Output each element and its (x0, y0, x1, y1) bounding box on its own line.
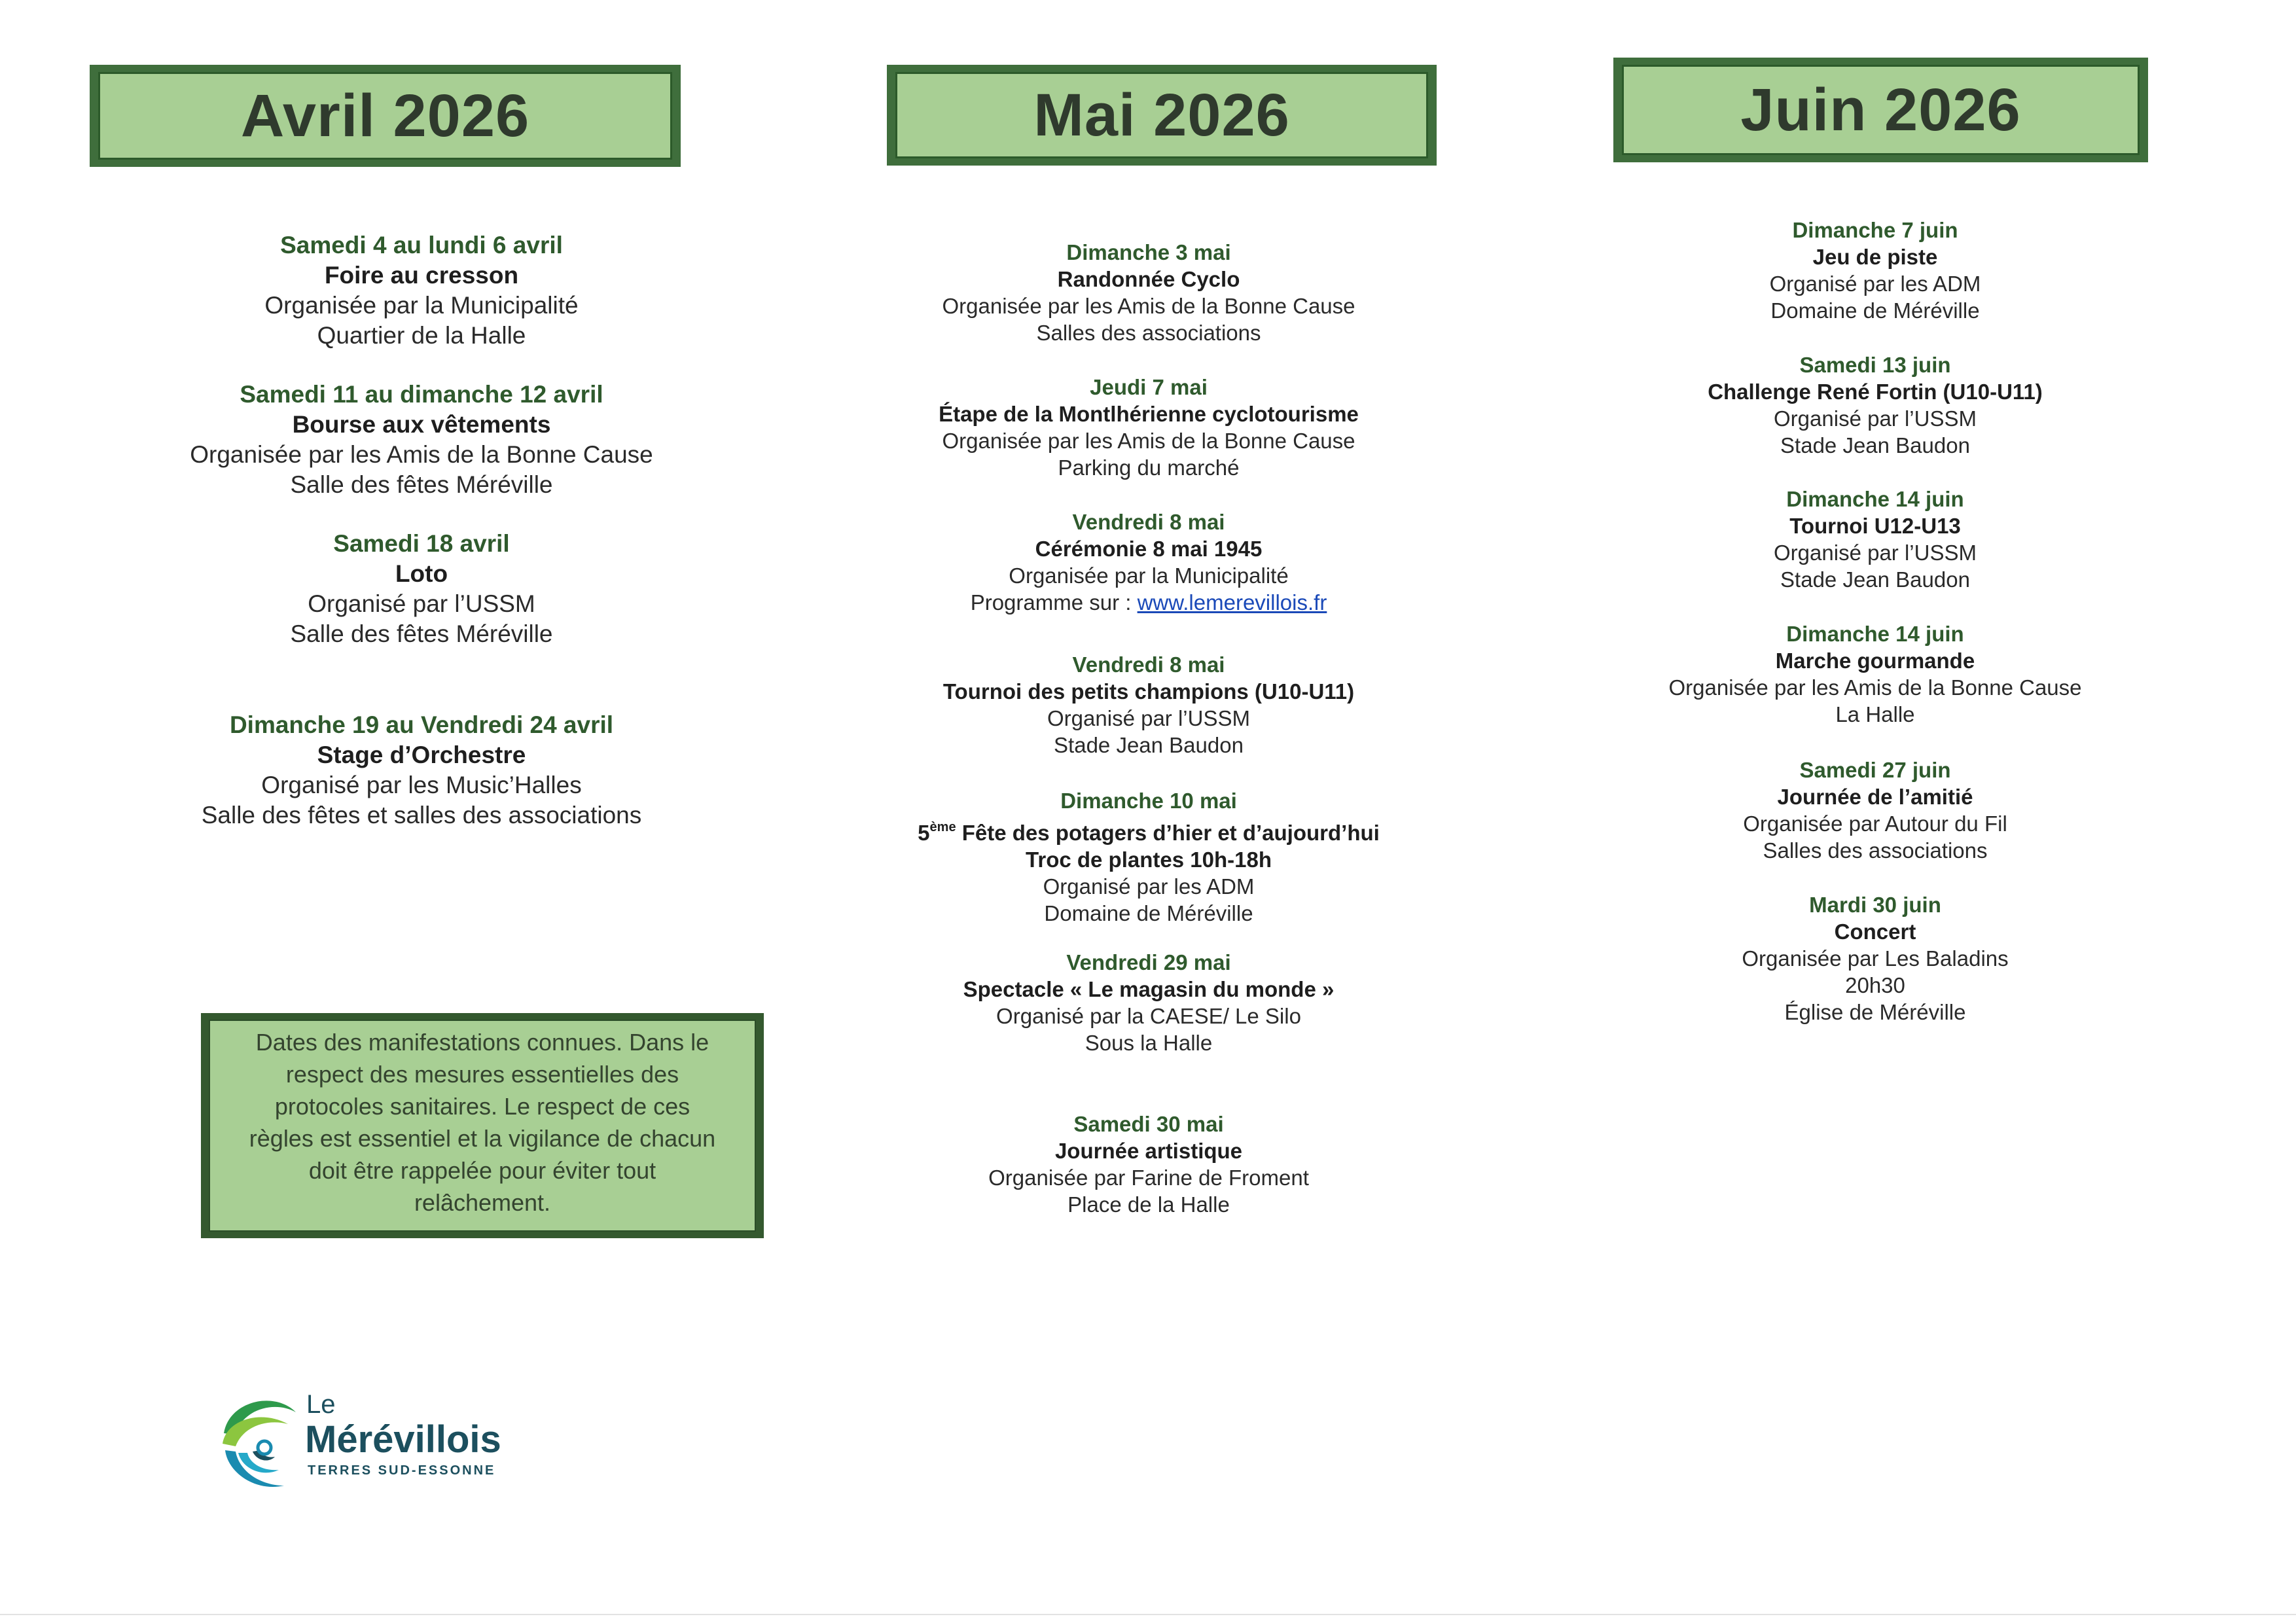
event-organizer: Organisée par la Municipalité (1009, 563, 1289, 588)
event-time: 20h30 (1845, 973, 1905, 997)
event-name: Foire au cresson (324, 262, 519, 289)
event-name: Stage d’Orchestre (317, 741, 526, 768)
month-title-june: Juin 2026 (1740, 76, 2021, 143)
event-organizer: Organisé par les ADM (1769, 272, 1981, 296)
event-place: Domaine de Méréville (1770, 298, 1980, 323)
event-place: Sous la Halle (1085, 1031, 1213, 1055)
event-may-6 (844, 949, 1453, 1056)
month-title-may: Mai 2026 (1033, 81, 1290, 149)
june-column (1571, 0, 2179, 1113)
event-organizer: Organisé par la CAESE/ Le Silo (996, 1004, 1301, 1028)
notice-line: doit être rappelée pour éviter tout (308, 1157, 656, 1184)
event-april-1 (105, 230, 738, 351)
event-date: Dimanche 10 mai (1060, 789, 1237, 813)
event-date: Samedi 13 juin (1799, 353, 1951, 377)
event-organizer: Organisée par la Municipalité (264, 292, 579, 319)
event-place: Salles des associations (1036, 321, 1261, 345)
event-name: Loto (395, 560, 448, 587)
event-june-3 (1571, 486, 2179, 593)
event-june-2 (1571, 351, 2179, 459)
notice-box (201, 1013, 764, 1238)
event-date: Jeudi 7 mai (1090, 375, 1208, 399)
event-name: Jeu de piste (1812, 245, 1938, 269)
event-name: Journée artistique (1054, 1139, 1243, 1163)
event-place: Place de la Halle (1067, 1192, 1230, 1217)
event-may-4 (844, 651, 1453, 758)
event-organizer: Organisée par les Amis de la Bonne Cause (190, 441, 653, 468)
event-place: Salle des fêtes et salles des associations (201, 802, 642, 829)
program-prefix: Programme sur : (970, 590, 1138, 615)
event-ordinal-suffix: ème (929, 820, 956, 834)
event-place: Parking du marché (1058, 455, 1240, 480)
logo-le: Le (306, 1390, 336, 1419)
event-date: Dimanche 19 au Vendredi 24 avril (229, 711, 614, 738)
event-place: Salles des associations (1763, 838, 1988, 863)
event-date: Samedi 27 juin (1799, 758, 1951, 782)
event-date: Vendredi 8 mai (1072, 510, 1225, 534)
event-name: Challenge René Fortin (U10-U11) (1708, 380, 2043, 404)
event-organizer: Organisé par l’USSM (1047, 706, 1250, 730)
event-may-2 (844, 374, 1453, 481)
may-column (844, 0, 1453, 1243)
event-name: Tournoi U12-U13 (1789, 514, 1961, 538)
event-name: Journée de l’amitié (1777, 785, 1973, 809)
notice-line: respect des mesures essentielles des (285, 1061, 679, 1088)
event-name: Concert (1834, 919, 1916, 944)
event-name-text: Fête des potagers d’hier et d’aujourd’hui (956, 821, 1380, 845)
notice-line: relâchement. (414, 1189, 551, 1216)
event-place: Domaine de Méréville (1044, 901, 1253, 925)
event-name (844, 814, 1453, 846)
event-date: Dimanche 3 mai (1066, 240, 1231, 264)
event-organizer: Organisée par les Amis de la Bonne Cause (942, 294, 1355, 318)
event-june-6 (1571, 891, 2179, 1026)
event-organizer: Organisé par l’USSM (1774, 406, 1977, 431)
event-date: Dimanche 14 juin (1786, 622, 1964, 646)
event-place: Stade Jean Baudon (1054, 733, 1244, 757)
event-april-4 (105, 710, 738, 830)
page-bottom-divider (0, 1614, 2296, 1615)
event-place: Église de Méréville (1784, 1000, 1966, 1024)
event-date: Vendredi 29 mai (1066, 950, 1231, 974)
event-date: Dimanche 7 juin (1792, 218, 1958, 242)
april-column (105, 0, 738, 916)
event-date: Mardi 30 juin (1809, 893, 1941, 917)
event-may-3 (844, 508, 1453, 616)
logo-brand: Mérévillois (305, 1418, 501, 1461)
event-date: Samedi 18 avril (333, 530, 510, 557)
event-date: Dimanche 14 juin (1786, 487, 1964, 511)
event-june-4 (1571, 620, 2179, 728)
event-organizer: Organisée par Les Baladins (1742, 946, 2009, 971)
event-organizer: Organisée par Autour du Fil (1743, 812, 2007, 836)
event-date: Samedi 4 au lundi 6 avril (280, 232, 563, 259)
notice-line: Dates des manifestations connues. Dans le (255, 1029, 709, 1056)
event-may-1 (844, 239, 1453, 346)
logo-tagline: TERRES SUD-ESSONNE (308, 1463, 496, 1478)
event-subtitle: Troc de plantes 10h-18h (1026, 847, 1272, 872)
event-organizer: Organisée par les Amis de la Bonne Cause (1668, 675, 2082, 700)
notice-line: règles est essentiel et la vigilance de chacun (249, 1125, 716, 1152)
event-organizer: Organisé par l’USSM (308, 590, 535, 617)
event-place: Salle des fêtes Méréville (290, 620, 553, 647)
event-place: Stade Jean Baudon (1780, 567, 1970, 592)
event-organizer: Organisé par l’USSM (1774, 541, 1977, 565)
event-organizer: Organisée par les Amis de la Bonne Cause (942, 429, 1355, 453)
logo-swirl-icon (216, 1387, 301, 1499)
notice-line: protocoles sanitaires. Le respect de ces (274, 1093, 691, 1120)
event-date: Samedi 11 au dimanche 12 avril (240, 381, 603, 408)
event-date: Vendredi 8 mai (1072, 652, 1225, 677)
event-place: Stade Jean Baudon (1780, 433, 1970, 457)
event-place: La Halle (1835, 702, 1915, 726)
event-organizer: Organisé par les Music’Halles (261, 772, 582, 798)
event-date: Samedi 30 mai (1073, 1112, 1224, 1136)
event-april-3 (105, 529, 738, 649)
event-name: Tournoi des petits champions (U10-U11) (942, 679, 1355, 704)
event-name: Étape de la Montlhérienne cyclotourisme (939, 402, 1359, 426)
event-place: Quartier de la Halle (317, 322, 526, 349)
event-june-1 (1571, 217, 2179, 324)
event-name: Spectacle « Le magasin du monde » (963, 977, 1335, 1001)
event-may-7 (844, 1111, 1453, 1218)
event-program (844, 589, 1453, 616)
event-ordinal: 5 (918, 821, 930, 845)
event-may-5 (844, 787, 1453, 927)
website-link[interactable]: www.lemerevillois.fr (1137, 590, 1327, 615)
event-name: Marche gourmande (1775, 649, 1975, 673)
event-june-5 (1571, 757, 2179, 864)
event-name: Cérémonie 8 mai 1945 (1035, 537, 1263, 561)
event-name: Randonnée Cyclo (1057, 267, 1240, 291)
merevillois-logo (216, 1387, 524, 1505)
month-title-april: Avril 2026 (240, 82, 530, 149)
event-organizer: Organisée par Farine de Froment (988, 1166, 1309, 1190)
event-place: Salle des fêtes Méréville (290, 471, 553, 498)
event-april-2 (105, 380, 738, 500)
event-name: Bourse aux vêtements (292, 411, 551, 438)
event-organizer: Organisé par les ADM (1043, 874, 1255, 899)
